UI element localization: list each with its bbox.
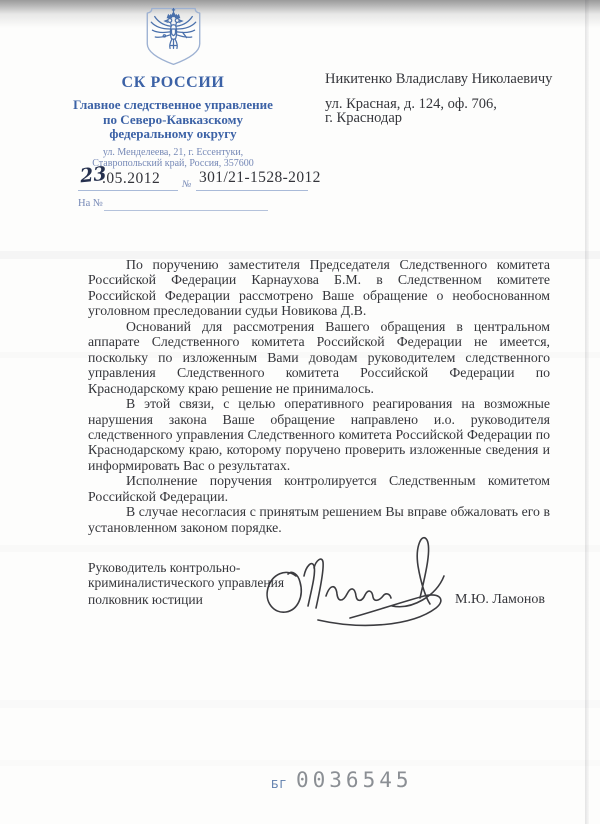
signer-rank: полковник юстиции: [88, 592, 203, 607]
coat-of-arms-icon: [145, 6, 202, 68]
signer-title-line: криминалистического управления: [88, 575, 285, 590]
org-name-line: федеральному округу: [109, 126, 237, 141]
reply-to-underline: [104, 210, 268, 211]
signer-title-line: Руководитель контрольно-: [88, 560, 241, 575]
scan-artifact-band: [0, 700, 600, 708]
body-paragraph: Исполнение поручения контролируется Следственным комитетом Российской Федерации.: [88, 473, 550, 504]
document-number: 301/21-1528-2012: [199, 169, 321, 186]
stamp-series: БГ: [271, 778, 288, 791]
recipient-address-line: ул. Красная, д. 124, оф. 706,: [325, 96, 497, 112]
org-address-line: ул. Менделеева, 21, г. Ессентуки,: [102, 146, 244, 158]
reply-to-label: На №: [78, 198, 103, 209]
recipient-block: [325, 71, 565, 125]
scan-artifact-band: [0, 760, 600, 766]
body-paragraph: Оснований для рассмотрения Вашего обращения в центральном аппарате Следственного комитета Российской Федерации не имеется, поскольку по изложенным Вами доводам руководителем следственного управления Следственного комитета Российской Федерации по Краснодарскому краю решение не принималось.: [88, 318, 550, 396]
org-name-line: Главное следственное управление: [73, 97, 273, 112]
org-short-name: СК РОССИИ: [121, 74, 225, 91]
signer-name: М.Ю. Ламонов: [455, 592, 546, 607]
handwritten-date-day: 23: [78, 162, 108, 188]
typed-date: .05.2012: [102, 170, 161, 187]
recipient-name: Никитенко Владиславу Николаевичу: [325, 71, 553, 87]
date-underline: [78, 190, 178, 191]
org-full-name: [70, 98, 276, 142]
number-underline: [196, 190, 308, 191]
recipient-address-line: г. Краснодар: [325, 110, 403, 126]
handwritten-signature: [252, 532, 464, 638]
org-address-line: Ставропольский край, Россия, 357600: [92, 158, 254, 169]
body-paragraph: По поручению заместителя Председателя Следственного комитета Российской Федерации Карнаухова Б.М. в Следственном комитете Российской Федерации рассмотрено Ваше обращение о необоснованном уголовном преследовании судьи Новикова Д.В.: [88, 257, 550, 319]
body-paragraph: В этой связи, с целью оперативного реагирования на возможные нарушения закона Ваше обращение направлено и.о. руководителя следственного управления Следственного комитета Российской Федерации по Краснодарскому краю, которому поручено проверить изложенные сведения и информировать Вас о результатах.: [88, 396, 550, 473]
number-sign: №: [182, 179, 192, 190]
letterhead: [70, 0, 276, 170]
org-name-line: по Северо-Кавказскому: [103, 111, 243, 127]
body-paragraph: В случае несогласия с принятым решением Вы вправе обжаловать его в установленном законом порядке.: [88, 504, 550, 535]
stamp-number: 0036545: [296, 768, 413, 792]
letter-body: [88, 257, 550, 535]
